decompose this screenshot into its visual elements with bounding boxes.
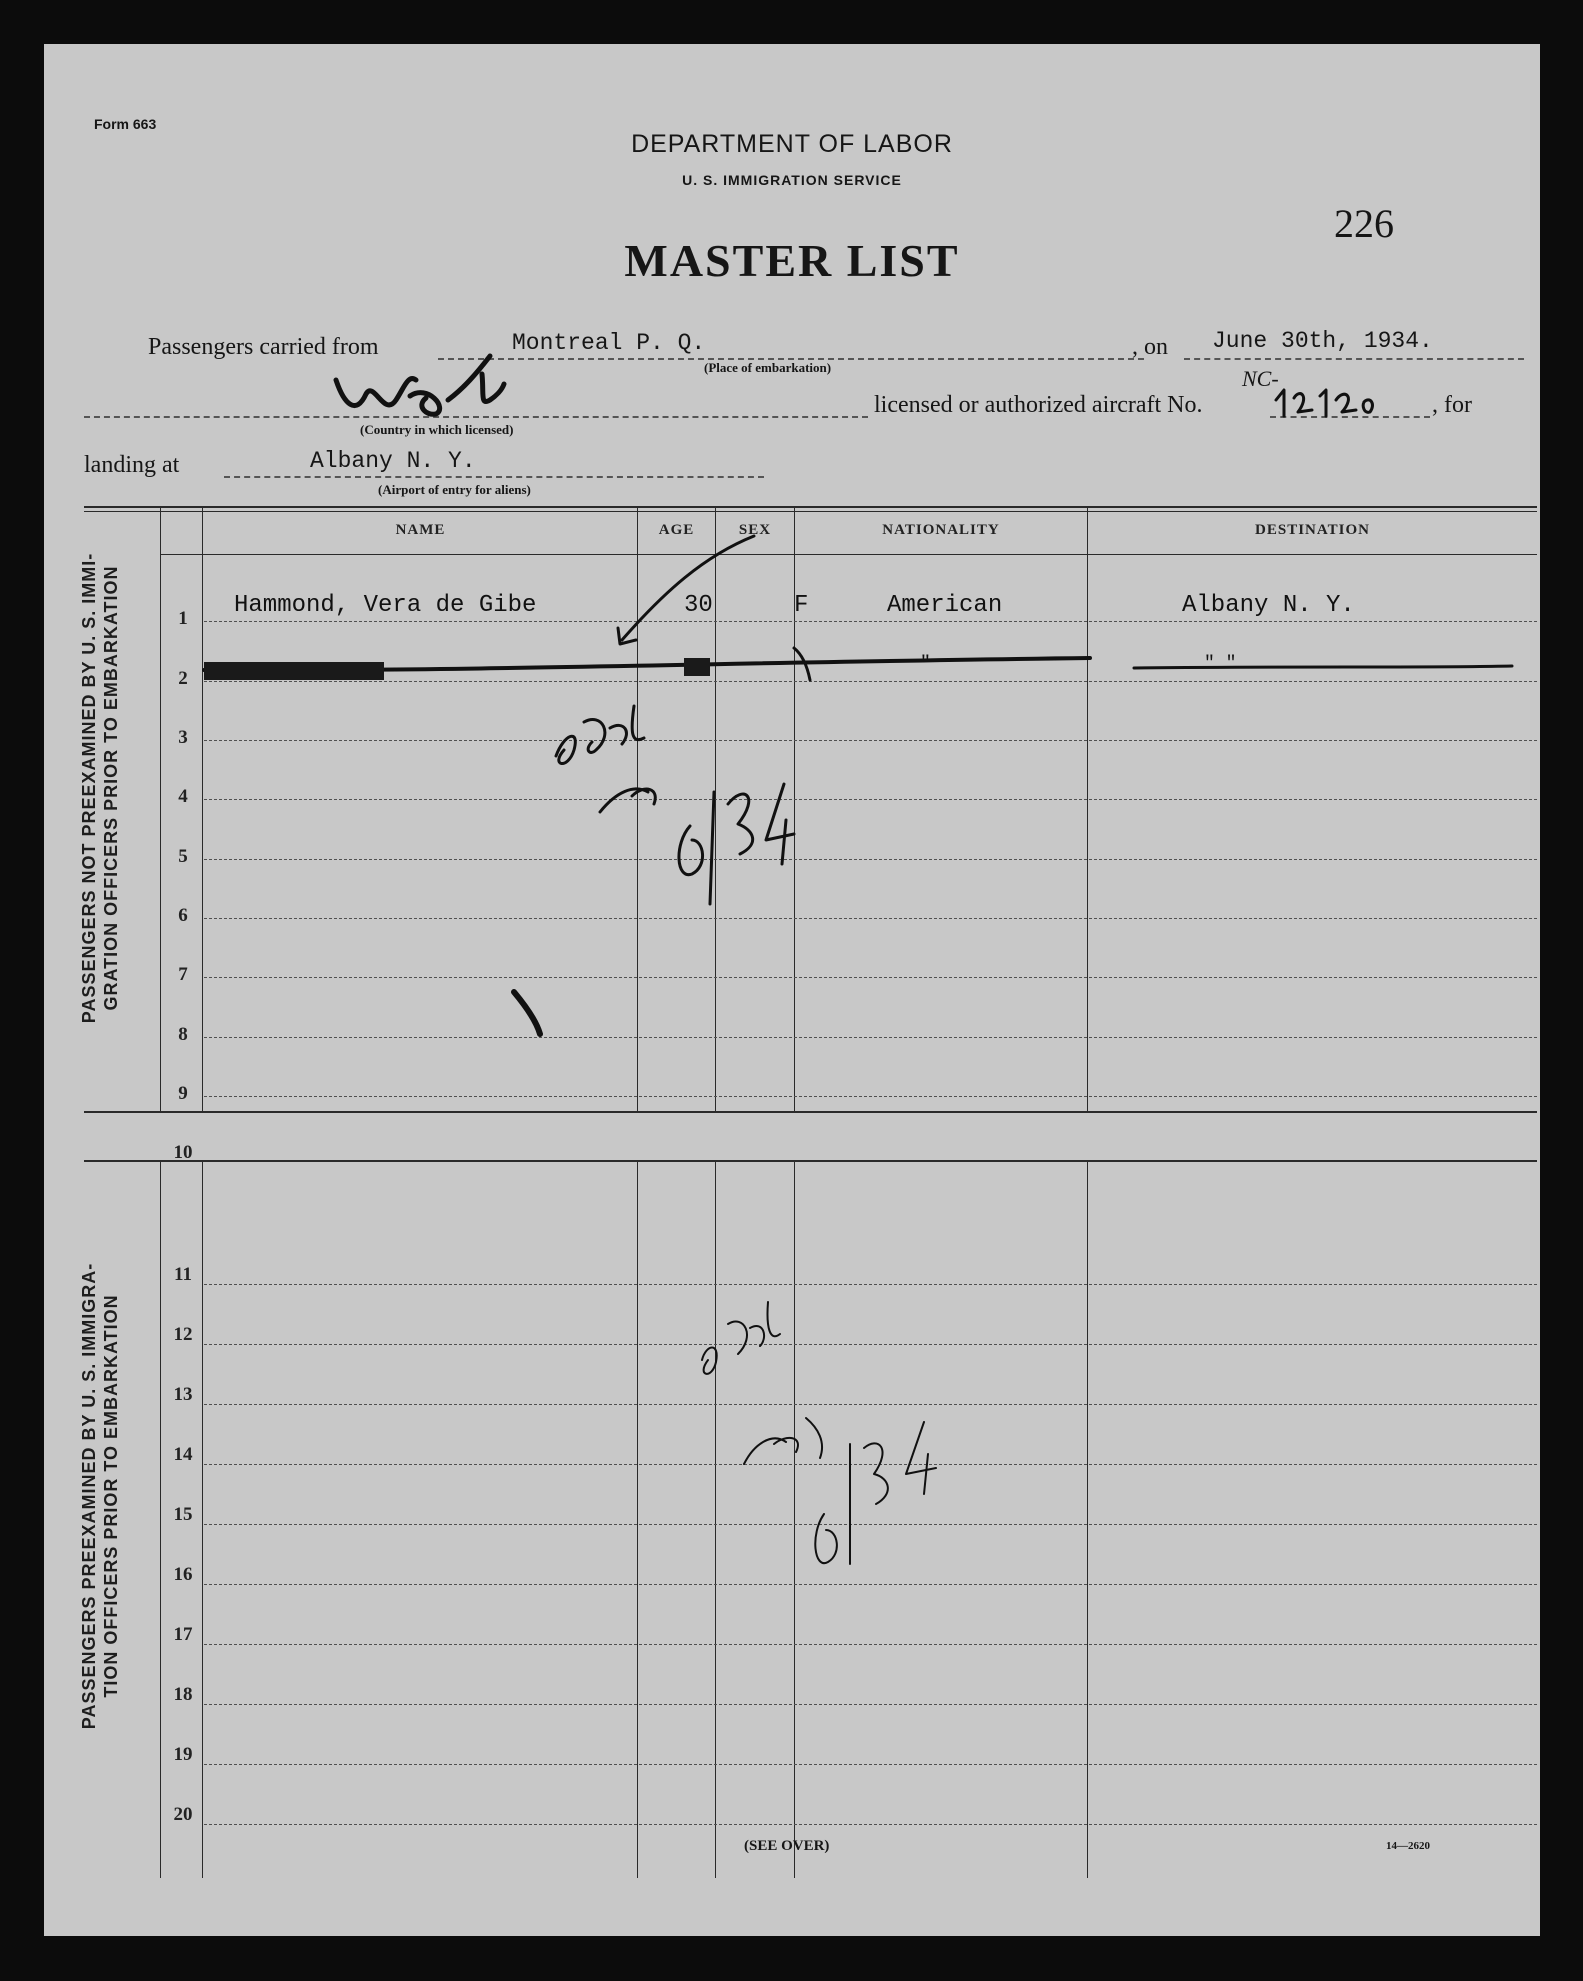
see-over-note: (SEE OVER) — [744, 1838, 830, 1854]
column-header-destination: DESTINATION — [1255, 522, 1370, 538]
passenger-age: 30 — [684, 592, 713, 619]
handwritten-annotations — [44, 44, 1540, 1936]
form-title: MASTER LIST — [624, 235, 960, 286]
row-number: 14 — [173, 1444, 193, 1465]
embarkation-caption: (Place of embarkation) — [704, 360, 832, 375]
aircraft-prefix: NC- — [1242, 366, 1279, 391]
row-number: 13 — [173, 1384, 193, 1405]
ditto-mark: " — [920, 654, 931, 674]
row-number: 20 — [173, 1804, 193, 1825]
passenger-name: Hammond, Vera de Gibe — [234, 592, 537, 619]
country-caption: (Country in which licensed) — [360, 422, 514, 437]
on-label: , on — [1132, 334, 1168, 360]
embarkation-date: June 30th, 1934. — [1212, 328, 1433, 354]
row-number: 19 — [173, 1744, 193, 1765]
upper-section-label: PASSENGERS NOT PREEXAMINED BY U. S. IMMI- GRATION OFFICERS PRIOR TO EMBARKATION — [79, 552, 121, 1024]
column-header-nationality: NATIONALITY — [882, 522, 1000, 538]
carried-from-label: Passengers carried from — [148, 334, 379, 360]
row-number: 11 — [174, 1264, 192, 1285]
landing-caption: (Airport of entry for aliens) — [378, 482, 531, 497]
passenger-destination: Albany N. Y. — [1182, 592, 1355, 619]
row-number: 17 — [173, 1624, 193, 1645]
department-heading: DEPARTMENT OF LABOR — [631, 130, 953, 158]
page-serial-number: 226 — [1334, 201, 1394, 246]
row-number: 4 — [178, 786, 188, 807]
row-number: 15 — [173, 1504, 193, 1525]
row-number: 9 — [178, 1083, 188, 1104]
passenger-nationality: American — [887, 592, 1003, 619]
embarkation-place: Montreal P. Q. — [512, 330, 706, 356]
row-number: 16 — [173, 1564, 193, 1585]
column-header-name: NAME — [395, 522, 446, 538]
lower-section-label: PASSENGERS PREEXAMINED BY U. S. IMMIGRA- TION OFFICERS PRIOR TO EMBARKATION — [79, 1262, 121, 1730]
row-number: 5 — [178, 846, 188, 867]
row-number: 18 — [173, 1684, 193, 1705]
row-number: 8 — [178, 1024, 188, 1045]
row-number: 3 — [178, 727, 188, 748]
ditto-mark: " " — [1204, 654, 1237, 674]
landing-place: Albany N. Y. — [310, 448, 476, 474]
column-header-age: AGE — [658, 522, 695, 538]
row-number: 6 — [178, 905, 188, 926]
row-number: 7 — [178, 964, 188, 985]
column-header-sex: SEX — [738, 522, 772, 538]
row-number: 10 — [173, 1142, 193, 1163]
passenger-sex: F — [794, 592, 809, 619]
master-list-form — [44, 44, 1540, 1936]
row-number: 2 — [178, 668, 188, 689]
aircraft-label: licensed or authorized aircraft No. — [874, 392, 1203, 418]
form-number: Form 663 — [94, 116, 157, 132]
row-number: 12 — [173, 1324, 193, 1345]
for-label: , for — [1432, 392, 1472, 418]
landing-label: landing at — [84, 452, 180, 478]
service-heading: U. S. IMMIGRATION SERVICE — [682, 172, 902, 188]
row-number: 1 — [178, 608, 188, 629]
print-code: 14—2620 — [1386, 1840, 1430, 1852]
